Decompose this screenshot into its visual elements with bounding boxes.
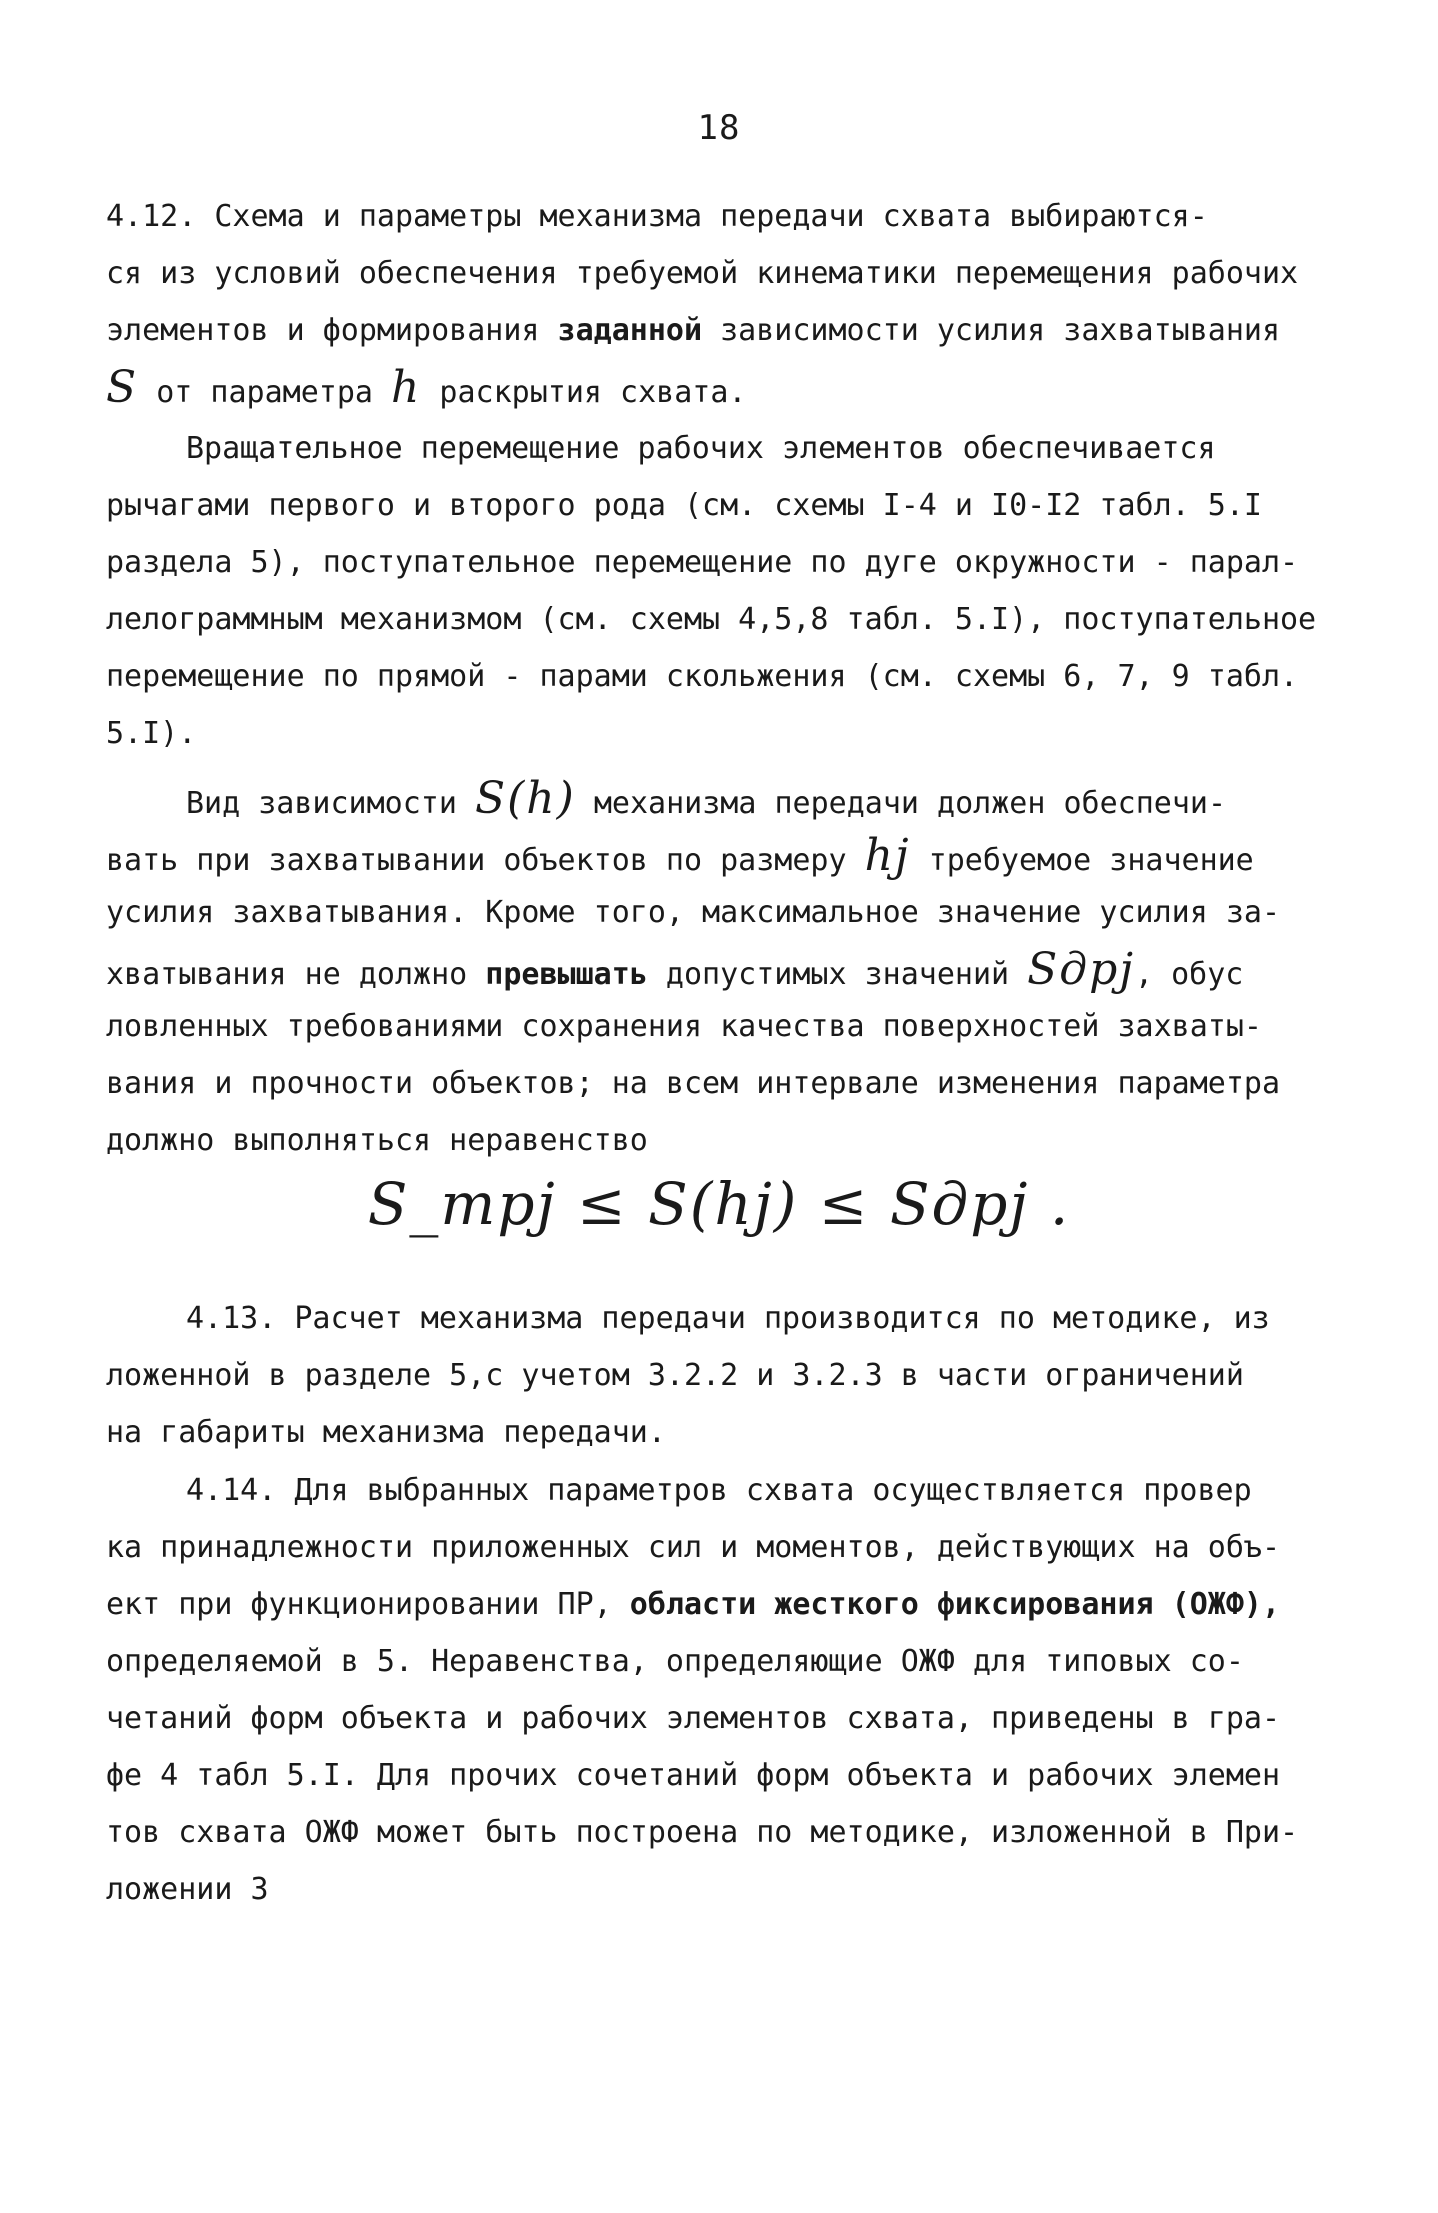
text-line: [106, 1861, 1276, 1918]
text-line: [106, 648, 1299, 705]
text-run: ложении 3: [106, 1872, 269, 1907]
text-line: [106, 941, 1276, 998]
text-line: [106, 770, 1276, 827]
text-run: вания и прочности объектов; на всем интервале изменения параметра: [106, 1066, 1280, 1101]
text-run: , обус: [1135, 957, 1244, 992]
text-run: фе 4 табл 5.I. Для прочих сочетаний форм объекта и рабочих элемен: [106, 1758, 1280, 1793]
handwritten-symbol: h: [391, 362, 422, 413]
handwritten-symbol: S(h): [474, 773, 576, 824]
text-run: 4.12. Схема и параметры механизма передачи схвата выбираются-: [106, 199, 1208, 234]
paragraph-4-12: [106, 188, 1299, 416]
text-run: определяемой в 5. Неравенства, определяющие ОЖФ для типовых со-: [106, 1644, 1244, 1679]
text-run: механизма передачи должен обеспечи-: [575, 786, 1227, 821]
handwritten-symbol: Sдрj: [1027, 944, 1135, 995]
text-run: 4.14. Для выбранных параметров схвата осуществляется провер: [186, 1473, 1252, 1508]
text-line: [106, 1055, 1280, 1112]
text-line: [106, 188, 1276, 245]
text-run: четаний форм объекта и рабочих элементов схвата, приведены в гра-: [106, 1701, 1280, 1736]
text-run: требуемое значение: [910, 843, 1254, 878]
text-line: [106, 1747, 1280, 1804]
page-number: 18: [697, 108, 741, 148]
text-line: [106, 302, 1281, 359]
text-line: [106, 1112, 1276, 1169]
formula-text: S_трj ≤ S(hj) ≤ Sдрj .: [367, 1170, 1071, 1238]
text-line: [106, 1690, 1280, 1747]
text-run: от параметра: [138, 375, 392, 410]
text-run: раскрытия схвата.: [421, 375, 747, 410]
paragraph-dependency-view: [106, 770, 1280, 1169]
text-line: [106, 534, 1299, 591]
text-run: 5.I).: [106, 716, 197, 751]
text-run: рычагами первого и второго рода (см. схемы I-4 и I0-I2 табл. 5.I: [106, 488, 1262, 523]
text-run: ловленных требованиями сохранения качества поверхностей захваты-: [106, 1009, 1262, 1044]
text-run: элементов и формирования: [106, 313, 558, 348]
text-line: [106, 1519, 1280, 1576]
text-line: [106, 477, 1276, 534]
text-run: лелограммным механизмом (см. схемы 4,5,8 табл. 5.I), поступательное: [106, 602, 1317, 637]
text-run: ложенной в разделе 5,с учетом 3.2.2 и 3.2.3 в части ограничений: [106, 1358, 1244, 1393]
text-line: [106, 1290, 1276, 1347]
handwritten-symbol: hj: [864, 830, 911, 881]
text-line: [106, 1462, 1276, 1519]
handwritten-symbol: S: [106, 362, 139, 413]
paragraph-4-14: [106, 1462, 1299, 1918]
text-line: [106, 591, 1317, 648]
text-line: [106, 1347, 1276, 1404]
text-run: Вращательное перемещение рабочих элементов обеспечивается: [186, 431, 1216, 466]
text-line: [106, 998, 1276, 1055]
bold-text: области жесткого фиксирования (ОЖФ),: [629, 1587, 1281, 1622]
text-run: раздела 5), поступательное перемещение по дуге окружности - парал-: [106, 545, 1299, 580]
text-run: на габариты механизма передачи.: [106, 1415, 666, 1450]
text-run: допустимых значений: [647, 957, 1028, 992]
text-line: [106, 1633, 1276, 1690]
text-run: должно выполняться неравенство: [106, 1123, 648, 1158]
text-run: ект при функционировании ПР,: [106, 1587, 630, 1622]
text-line: [106, 884, 1280, 941]
text-run: перемещение по прямой - парами скольжения (см. схемы 6, 7, 9 табл.: [106, 659, 1299, 694]
text-line: [106, 1576, 1281, 1633]
text-line: [106, 420, 1276, 477]
text-run: ка принадлежности приложенных сил и моментов, действующих на объ-: [106, 1530, 1280, 1565]
text-line: [106, 705, 1276, 762]
text-run: ся из условий обеспечения требуемой кинематики перемещения рабочих: [106, 256, 1299, 291]
inequality-formula: [0, 1170, 1438, 1238]
text-run: тов схвата ОЖФ может быть построена по методике, изложенной в При-: [106, 1815, 1299, 1850]
paragraph-4-13: [106, 1290, 1276, 1461]
text-run: 4.13. Расчет механизма передачи производится по методике, из: [186, 1301, 1270, 1336]
text-line: [106, 1404, 1276, 1461]
text-run: усилия захватывания. Кроме того, максимальное значение усилия за-: [106, 895, 1280, 930]
text-line: [106, 1804, 1299, 1861]
bold-text: превышать: [485, 957, 648, 992]
text-run: Вид зависимости: [186, 786, 475, 821]
text-run: вать при захватывании объектов по размеру: [106, 843, 865, 878]
text-run: зависимости усилия захватывания: [702, 313, 1281, 348]
text-line: [106, 827, 1276, 884]
paragraph-rotational-movement: [106, 420, 1317, 762]
text-line: [106, 359, 1276, 416]
bold-text: заданной: [557, 313, 703, 348]
text-run: хватывания не должно: [106, 957, 486, 992]
text-line: [106, 245, 1299, 302]
